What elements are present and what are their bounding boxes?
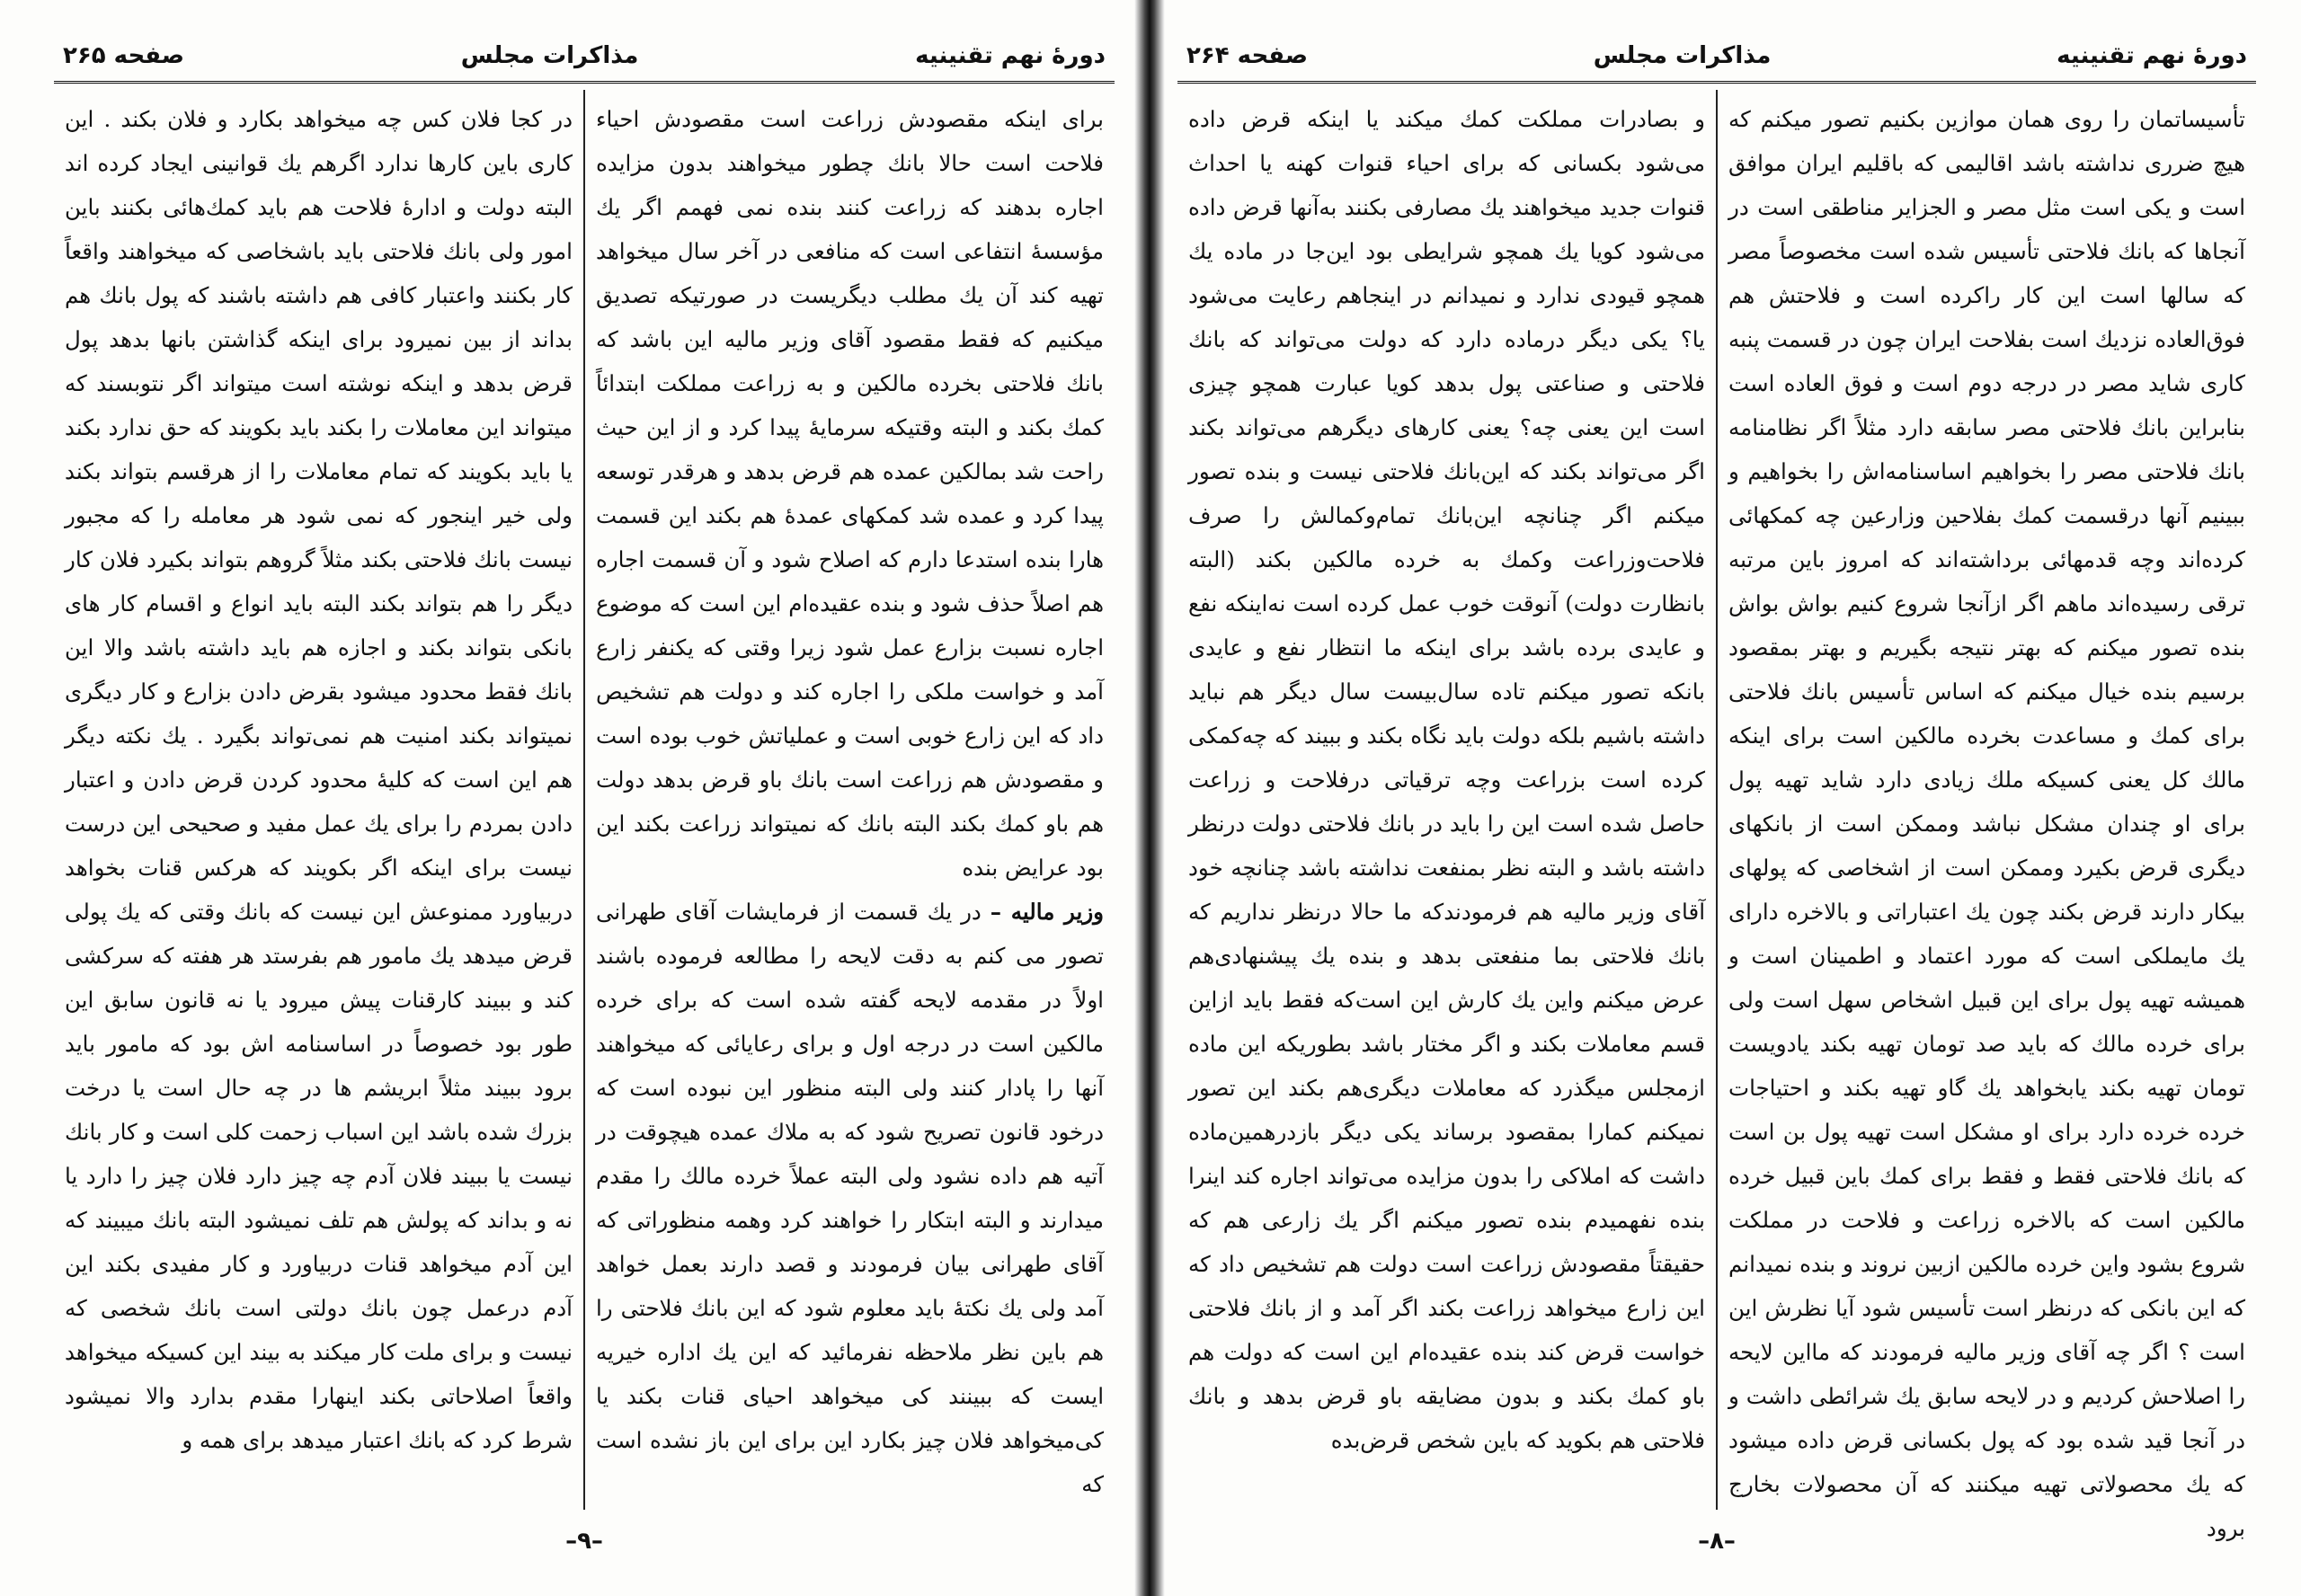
speech-paragraph	[596, 890, 1104, 1506]
header-rule	[54, 81, 1115, 84]
speaker-label: وزیر مالیه –	[990, 899, 1104, 925]
text-column	[54, 90, 585, 1510]
header-title: مذاکرات مجلس	[1593, 42, 1772, 69]
header-session: دورهٔ نهم تقنینیه	[2057, 42, 2247, 69]
page-header	[1177, 36, 2256, 75]
header-page-number: صفحه ۲۶۴	[1186, 42, 1309, 69]
paragraph: و بصادرات مملکت کمك میکند یا اینکه قرض داده می‌شود بکسانی که برای احیاء قنوات کهنه یا احداث قنوات جدید میخواهند یك مصارفی بکنند به‌آنها قرض داده می‌شود کویا یك همچو شرایطی بود این‌جا در ماده یك همچو قیودی ندارد و نمیدانم در اینجاهم رعایت می‌شود یا؟ یکی دیگر درماده دارد که دولت می‌تواند که بانك فلاحتی و صناعتی پول بدهد کویا عبارت همچو چیزی است این یعنی چه؟ یعنی کارهای دیگرهم می‌تواند بکند اگر می‌تواند بکند که این‌بانك فلاحتی نیست و بنده تصور میکنم اگر چنانچه این‌بانك تمام‌وکمالش را صرف فلاحت‌وزراعت وکمك به خرده مالکین بکند (البته بانظارت دولت) آنوقت خوب عمل کرده است نه‌اینکه نفع و عایدی برده باشد برای اینکه ما انتظار نفع و عایدی بانکه تصور میکنم تاده سال‌بیست سال دیگر هم نباید داشته باشیم بلکه دولت باید نگاه بکند و ببیند که چه‌کمکی کرده است بزراعت وچه ترقیاتی درفلاحت و زراعت حاصل شده است این را باید در بانك فلاحتی دولت درنظر داشته باشد و البته نظر بمنفعت نداشته باشد چنانچه خود آقای وزیر مالیه هم فرمودند‌که ما حالا درنظر نداریم که بانك فلاحتی بما منفعتی بدهد و بنده یك پیشنهادی‌هم عرض میکنم واین یك کارش این است‌که فقط باید ازاین قسم معاملات بکند و اگر مختار باشد بطوریکه این ماده ازمجلس میگذرد که معاملات دیگری‌هم بکند این تصور نمیکنم کمارا بمقصود برساند یکی دیگر بازدرهمین‌ماده داشت که املاکی را بدون مزایده می‌تواند اجاره کند اینرا بنده نفهمیدم بنده تصور میکنم اگر یك زارعی هم که حقیقتاً مقصودش زراعت است دولت هم تشخیص داد که این زارع میخواهد زراعت بکند اگر آمد و از بانك فلاحتی خواست قرض کند بنده عقیده‌ام این است که دولت هم باو کمك بکند و بدون مضایقه باو قرض بدهد و بانك فلاحتی هم بکوید که باین شخص قرض‌بده	[1188, 106, 1705, 1453]
speech-text: در یك قسمت از فرمایشات آقای طهرانی تصور می کنم به دقت لایحه را مطالعه فرموده باشند اولاً در مقدمه لایحه گفته شده است که برای خرده مالکین است در درجه اول و برای رعایائی که میخواهند آنها را پادار کنند ولی البته منظور این نبوده است که درخود قانون تصریح شود که به ملاك عمده هیچوقت در آتیه هم داده نشود ولی البته عملاً خرده مالك را مقدم میدارند و البته ابتکار را خواهند کرد وهمه منظوراتی که آقای طهرانی بیان فرمودند و قصد دارند بعمل خواهد آمد ولی یك نکتهٔ باید معلوم شود که این بانك فلاحتی را هم باین نظر ملاحظه نفرمائید که این یك اداره خیریه ایست که ببینند کی میخواهد احیای قنات بکند یا کی‌میخواهد فلان چیز بکارد این برای این باز نشده است که	[596, 899, 1104, 1497]
page-footer-number: –۹–	[565, 1528, 603, 1555]
header-page-number: صفحه ۲۶۵	[63, 42, 185, 69]
text-column	[1718, 90, 2256, 1541]
text-column	[1177, 90, 1718, 1510]
left-page	[54, 0, 1115, 1596]
header-session: دورهٔ نهم تقنینیه	[915, 42, 1106, 69]
page-header	[54, 36, 1115, 75]
book-spine	[1134, 0, 1165, 1596]
paragraph: برای اینکه مقصودش زراعت است مقصودش احیاء فلاحت است حالا بانك چطور میخواهند بدون مزایده اجاره بدهند که زراعت کنند بنده نمی فهمم اگر یك مؤسسهٔ انتفاعی است که منافعی در آخر سال میخواهد تهیه کند آن یك مطلب دیگریست در صورتیکه تصدیق میکنیم که فقط مقصود آقای وزیر مالیه این باشد که بانك فلاحتی بخرده مالکین و به زراعت مملکت ابتدائاً کمك بکند و البته وقتیکه سرمایهٔ پیدا کرد و از این حیث راحت شد بمالکین عمده هم قرض بدهد و هرقدر توسعه پیدا کرد و عمده شد کمکهای عمدهٔ هم بکند این قسمت هارا بنده استدعا دارم که اصلاح شود و آن قسمت اجاره هم اصلاً حذف شود و بنده عقیده‌ام این است که موضوع اجاره نسبت بزارع عمل شود زیرا وقتی که یکنفر زارع آمد و خواست ملکی را اجاره کند و دولت هم تشخیص داد که این زارع خوبی است و عملیاتش خوب بوده است و مقصودش هم زراعت است بانك باو قرض بدهد دولت هم باو کمك بکند البته بانك که نمیتواند زراعت بکند این بود عرایض بنده	[596, 106, 1104, 881]
paragraph: در کجا فلان کس چه میخواهد بکارد و فلان بکند . این کاری باین کارها ندارد اگرهم یك قوانینی ایجاد کرده اند البته دولت و ادارهٔ فلاحت هم باید کمك‌هائی بکنند باین امور ولی بانك فلاحتی باید باشخاصی که میخواهند واقعاً کار بکنند واعتبار کافی هم داشته باشند که پول بانك هم بداند از بین نمیرود برای اینکه گذاشتن بانها بدهد پول قرض بدهد و اینکه نوشته است میتواند اگر نتوبسند که میتواند این معاملات را بکند باید بکویند که حق ندارد بکند یا باید بکویند که تمام معاملات را از هرقسم بتواند بکند ولی خیر اینجور که نمی شود هر معامله را که مجبور نیست بانك فلاحتی بکند مثلاً گروهم بتواند بکیرد فلان کار دیگر را هم بتواند بکند البته باید انواع و اقسام کار های بانکی بتواند بکند و اجازه هم باید داشته باشد والا این بانك فقط محدود میشود بقرض دادن بزارع و کار دیگری نمیتواند بکند امنیت هم نمی‌تواند بگیرد . یك نکته دیگر هم این است که کلیهٔ محدود کردن قرض دادن و اعتبار دادن بمردم را برای یك عمل مفید و صحیحی این درست نیست برای اینکه اگر بکویند که هرکس قنات بخواهد دربیاورد ممنوعش این نیست که بانك وقتی که یك پولی قرض میدهد یك مامور هم بفرستد هر هفته که سرکشی کند و ببیند کارقنات پیش میرود یا نه قانون سابق این طور بود خصوصاً در اساسنامه اش بود که مامور باید برود ببیند مثلاً ابریشم ها در چه حال است یا درخت بزرك شده باشد این اسباب زحمت کلی است و کار بانك نیست یا ببیند فلان آدم چه چیز دارد فلان چیز را دارد یا نه و بداند که پولش هم تلف نمیشود البته بانك میبیند که این آدم میخواهد قنات دربیاورد و کار مفیدی بکند این آدم درعمل چون بانك دولتی است بانك شخصی که نیست و برای ملت کار میکند به بیند این کسیکه میخواهد واقعاً اصلاحاتی بکند اینهارا مقدم بدارد والا نمیشود شرط کرد که بانك اعتبار میدهد برای همه و	[65, 106, 573, 1453]
header-title: مذاکرات مجلس	[460, 42, 639, 69]
page-footer-number: –۸–	[1698, 1528, 1736, 1555]
text-columns	[54, 90, 1115, 1510]
header-rule	[1177, 81, 2256, 84]
right-page	[1177, 0, 2256, 1596]
text-columns	[1177, 90, 2256, 1541]
text-column	[585, 90, 1115, 1510]
paragraph: تأسیساتمان را روی همان موازین بکنیم تصور میکنم که هیچ ضرری نداشته باشد اقالیمی که باقلیم ایران موافق است و یکی است مثل مصر و الجزایر مناطقی است در آنجاها که بانك فلاحتی تأسیس شده است مخصوصاً مصر که سالها است این کار راکرده است و فلاحتش هم فوق‌العاده نزدیك است بفلاحت ایران چون در قسمت پنبه کاری شاید مصر در درجه دوم است و فوق العاده است بنابراین بانك فلاحتی مصر سابقه دارد مثلاً اگر نظامنامه بانك فلاحتی مصر را بخواهیم اساسنامه‌اش را بخواهیم و ببینیم آنها درقسمت کمك بفلاحین وزارعین چه کمکهائی کرده‌اند وچه قدمهائی برداشته‌اند که امروز باین مرتبه ترقی رسیده‌اند ماهم اگر ازآنجا شروع کنیم بواش بواش بنده تصور میکنم که بهتر نتیجه بگیریم و بهتر بمقصود برسیم بنده خیال میکنم که اساس تأسیس بانك فلاحتی برای کمك و مساعدت بخرده مالکین است برای اینکه مالك کل یعنی کسیکه ملك زیادی دارد شاید تهیه پول برای او چندان مشکل نباشد وممکن است از بانکهای دیگری قرض بکیرد وممکن است از اشخاصی که پولهای بیکار دارند قرض بکند چون یك اعتباراتی و بالاخره دارای یك مایملکی است که مورد اعتماد و اطمینان است و همیشه تهیه پول برای این قبیل اشخاص سهل است ولی برای خرده مالك که باید صد تومان تهیه بکند یادویست تومان تهیه بکند یابخواهد یك گاو تهیه بکند و احتیاجات خرده خرده دارد برای او مشکل است تهیه پول بن است که بانك فلاحتی فقط و فقط برای کمك باین قبیل خرده مالکین است که بالاخره زراعت و فلاحت در مملکت شروع بشود واین خرده مالکین ازبین نروند و بنده نمیدانم که این بانکی که درنظر است تأسیس شود آیا نظرش این است ؟ اگر چه آقای وزیر مالیه فرمودند که مااین لایحه را اصلاحش کردیم و در لایحه سابق یك شرائطی داشت و در آنجا قید شده بود که پول بکسانی قرض داده میشود که یك محصولاتی تهیه میکنند که آن محصولات بخارج برود	[1728, 106, 2245, 1541]
